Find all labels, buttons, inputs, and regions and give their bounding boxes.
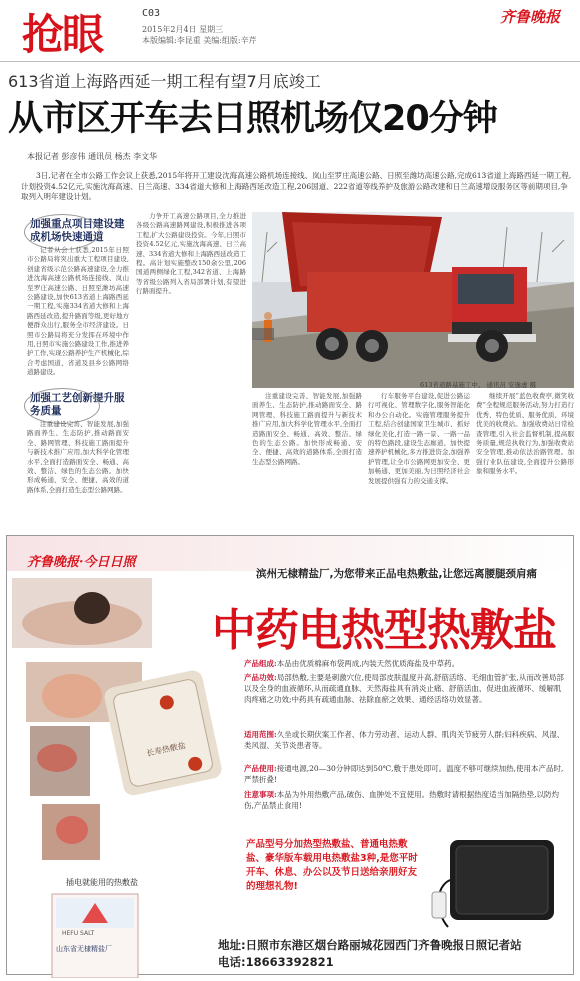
photo-caption: 613省道路基施工中。 通讯员 安逸虚 摄 (420, 381, 537, 389)
page-number: C03 (142, 8, 161, 19)
article-col-4: 行车服务平台建设,促进公路运行可视化、管理数字化,服务智能化和办公自动化。实施管理服务提升工程,结合创建国家卫生城市、抓好绿化美化,打造一路一景、一路一品的特色路段,建设生态廊道、加快提速养护机械化,多方推进资金,加强养护管理,让全市公路网更加安全、更加畅通、更加美丽,为日照经济社会发展提供强有力的交通支撑。 (368, 392, 470, 485)
ad-effect (244, 672, 568, 705)
ad-photo-collage (12, 578, 222, 978)
ad-address: 地址:日照市东港区烟台路丽城花园西门齐鲁晚报日照记者站 (218, 938, 522, 952)
ad-promo-text: 产品型号分加热型热敷盐、普通电热敷盐、豪华版车载用电热敷盐3种,是您平时开车、休息、办公以及节日送给亲朋好友的理想礼物! (246, 839, 418, 892)
article-col-1: 记者从会上获悉,2015年日照市公路局将突出重大工程项目建设,创建省级示范公路高速建设,全力推进沈海高速公路机场连接线、岚山至罗庄高速公路、日照至潍坊高速公路建设,加快613省道上海路西延一期工程,实施334省道大修和上海路西延改造,提升路面等级,更好地方便群众出行,服务全市经济建设。日照市公路局将充分发挥在环境中作用,日照市实施公路建设工作,推进养护工作,实现公路养护生产机械化,综合考虑国道、省道及县乡公路网络道路建设。 (27, 246, 129, 377)
article-col-3: 注重建设完善、智能发展,加强路面养生、生态防护,推动路面安全、路网管理、科技施工路面提升与新技术推广应用,加大科学化管理水平,全面打造路面安全、畅通、高效、整洁、绿色的生态公路。加快形成畅通、安全、便捷、高效的道路体系,全面打造生态型公路网路。 (252, 392, 362, 466)
article-col-2: 力争开工高速公路项目,全力推进各级公路高速路网建设,积极推进各项工程,扩大公路建设投资。今年,日照市投资4.52亿元,实施沈海高速、日兰高速、334省道大修和上海路西延改造工程。高计划实施整改150余公里,206国道两侧绿化工程,342省道、上海路等省级公路列入省局部署计划,有望进行路面提升。 (136, 212, 246, 296)
ad-caution (244, 789, 568, 811)
truck-photo (252, 212, 574, 388)
truck-illustration (252, 212, 574, 388)
ad-composition (244, 658, 568, 669)
section-title: 抢眼 (22, 10, 103, 59)
masthead (0, 0, 580, 62)
subhead-service: 加强工艺创新提升服务质量 (30, 392, 130, 418)
article-lede: 3日,记者在全市公路工作会议上获悉,2015年将开工建设沈海高速公路机场连接线、岚山至罗庄高速公路、日照至潍坊高速公路,完成613省道上海路西延一期工程,计划投资4.52亿元,实施沈海高速、日兰高速、334省道大修和上海路西延改造工程,206国道、222省道等线养护及旅游公路改建和日兰高速增设服务区等前期项目,争取列入明年建设计划。 (21, 171, 572, 201)
article-headline: 从市区开车去日照机场仅20分钟 (8, 99, 497, 139)
caution-label: 注意事项: (244, 790, 277, 799)
editors-line: 本版编辑:李昆重 美编:组版:辛芹 (142, 36, 257, 45)
ad-brand: 齐鲁晚报·今日日照 (27, 555, 136, 570)
box-manufacturer: 山东省无棣精盐厂 (56, 945, 112, 953)
heating-pad-image (430, 832, 560, 932)
ad-applicable (244, 729, 568, 751)
article-col-5: 继续开展“蓝色收费亭,微笑收费”全程规范服务活动,努力打造行优秀、特色优质、服务优质、环境优美的收费站。加强收费站日常检查管理,引入社会监督机制,提高服务质量,规范执收行为,加强收费站安全管理,推动依法治路管理。加强行业队伍建设,全面提升公路形象和服务水平。 (476, 392, 574, 476)
newspaper-logo: 齐鲁晚报 (499, 8, 560, 26)
effect-text: 局部热敷,主要是刺激穴位,使局部皮肤温度升高,舒筋活络、毛细血管扩张,从而改善局部以及全身的血液循环,从而疏通血脉、天然海盐具有消炎止痛、舒筋活血、促进血液循环、缓解肌肉疼痛之功效;中药具有疏通血脉、祛除血瘀之效果、通经活络功效显著。 (244, 673, 564, 704)
issue-date: 2015年2月4日 星期三 (142, 25, 224, 34)
ad-title: 中药电热型热敷盐 (212, 605, 556, 656)
plug-in-caption: 插电就能用的热敷盐 (66, 878, 138, 887)
usage-label: 产品使用: (244, 764, 277, 773)
article-col-1b: 注重建设完善、智能发展,加强路面养生、生态防护,推动路面安全、路网管理、科技施工路面提升与新技术推广应用,加大科学化管理水平,全面打造路面安全、畅通、高效、整洁、绿色的生态公路。加快形成畅通、安全、便捷、高效的道路体系,全面打造生态型公路网路。 (27, 420, 129, 494)
usage-text: 接通电源,20—30分钟即达到50℃,敷于患处即可。温度不够可继续加热,使用本产品时,严禁折叠! (244, 764, 564, 784)
applicable-text: 久坐或长期伏案工作者、体力劳动者、运动人群、肌肉关节疲劳人群;妇科疾病、风湿、类风湿、关节炎患者等。 (244, 730, 565, 750)
composition-label: 产品组成: (244, 659, 277, 668)
caution-text: 本品为外用热敷产品,破伤、血肿处不宜使用。热敷时请根据热度适当加隔热垫,以防灼伤,产品禁止食用! (244, 790, 560, 810)
article-kicker: 613省道上海路西延一期工程有望7月底竣工 (8, 72, 321, 91)
article-byline: 本报记者 彭彦伟 通讯员 杨杰 李文华 (27, 152, 158, 161)
effect-label: 产品功效: (244, 673, 277, 682)
ad-usage (244, 763, 568, 785)
body-pain-images (12, 578, 222, 978)
ad-phone: 电话:18663392821 (218, 955, 334, 969)
heat-pack-label: 长寿热敷盐 (145, 740, 187, 759)
box-english: HEFU SALT (62, 930, 95, 937)
ad-slogan: 滨州无棣精盐厂,为您带来正品电热敷盐,让您远离腰腿颈肩痛 (256, 568, 537, 580)
subhead-project: 加强重点项目建设建成机场快速通道 (30, 218, 130, 244)
applicable-label: 适用范围: (244, 730, 277, 739)
composition-text: 本品由优质棉麻布袋两成,内装天然优质海盐及中草药。 (276, 659, 460, 668)
